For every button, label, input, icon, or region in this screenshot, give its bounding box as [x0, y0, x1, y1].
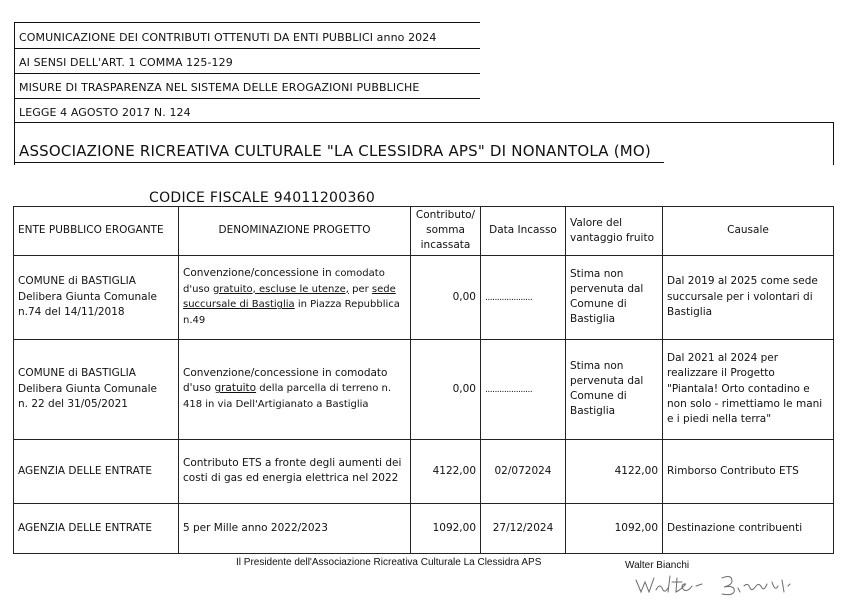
causale-cell: Dal 2021 al 2024 per realizzare il Progetto "Piantala! Orto contadino e non solo - rimettiamo le mani e i piedi nella terra" [663, 339, 834, 439]
column-header-progetto: DENOMINAZIONE PROGETTO [179, 207, 411, 256]
header-law-article: AI SENSI DELL'ART. 1 COMMA 125-129 [19, 56, 233, 69]
progetto-text: della parcella di terreno n. 418 in via Dell'Artigianato a Bastiglia [183, 383, 392, 410]
divider [14, 98, 480, 99]
ente-cell: AGENZIA DELLE ENTRATE [14, 439, 179, 503]
column-header-contributo [411, 207, 481, 256]
president-caption: Il Presidente dell'Associazione Ricreativa Culturale La Clessidra APS [236, 557, 542, 568]
ente-resolution-date: n. 22 del 31/05/2021 [18, 397, 128, 410]
data-placeholder: .................... [485, 292, 533, 303]
progetto-text: Convenzione/concessione in [183, 267, 332, 280]
progetto-cell [179, 255, 411, 339]
table-row [14, 439, 834, 503]
ente-resolution: Delibera Giunta Comunale [18, 382, 157, 395]
column-header-ente: ENTE PUBBLICO EROGANTE [14, 207, 179, 256]
causale-cell: Destinazione contribuenti [663, 503, 834, 553]
valore-cell: Stima non pervenuta dal Comune di Bastiglia [566, 339, 663, 439]
table-row [14, 503, 834, 553]
column-header-contributo-line: somma [426, 224, 465, 237]
progetto-text: per [348, 283, 372, 295]
column-header-contributo-line: Contributo/ [415, 209, 476, 221]
data-cell [481, 255, 566, 339]
column-header-causale: Causale [663, 207, 834, 256]
header-transparency: MISURE DI TRASPARENZA NEL SISTEMA DELLE EROGAZIONI PUBBLICHE [19, 81, 420, 94]
progetto-text-underlined: sede succursale di Bastiglia [183, 283, 396, 311]
signer-name: Walter Bianchi [625, 560, 690, 571]
progetto-text: Convenzione/concessione in comodato d'uso [183, 367, 388, 395]
data-placeholder: .................... [485, 384, 533, 395]
divider [14, 48, 480, 49]
table-row [14, 255, 834, 339]
progetto-cell: Contributo ETS a fronte degli aumenti dei costi di gas ed energia elettrica nel 2022 [179, 439, 411, 503]
progetto-cell: 5 per Mille anno 2022/2023 [179, 503, 411, 553]
valore-cell: 4122,00 [566, 439, 663, 503]
progetto-text-underlined: gratuito, escluse le utenze, [212, 283, 349, 295]
progetto-text: comodato d'uso [183, 268, 385, 295]
table-header-row [14, 207, 834, 256]
progetto-text: in Piazza Repubblica n.49 [183, 299, 400, 326]
fiscal-code: CODICE FISCALE 94011200360 [149, 190, 376, 206]
ente-cell: AGENZIA DELLE ENTRATE [14, 503, 179, 553]
ente-resolution-date: n.74 del 14/11/2018 [18, 305, 125, 318]
causale-cell: Rimborso Contributo ETS [663, 439, 834, 503]
header-title: COMUNICAZIONE DEI CONTRIBUTI OTTENUTI DA ENTI PUBBLICI anno 2024 [19, 31, 437, 44]
ente-resolution: Delibera Giunta Comunale [18, 290, 157, 303]
association-title: ASSOCIAZIONE RICREATIVA CULTURALE "LA CLESSIDRA APS" DI NONANTOLA (MO) [19, 142, 651, 160]
ente-name: COMUNE di BASTIGLIA [18, 367, 136, 380]
data-cell: 02/072024 [481, 439, 566, 503]
ente-cell [14, 339, 179, 439]
column-header-contributo-line: incassata [420, 239, 471, 252]
data-cell: 27/12/2024 [481, 503, 566, 553]
column-header-valore-line: Valore del [570, 216, 623, 229]
header-law: LEGGE 4 AGOSTO 2017 N. 124 [19, 106, 191, 119]
progetto-text-underlined: gratuito [214, 382, 257, 395]
contributo-cell: 4122,00 [411, 439, 481, 503]
column-header-valore [566, 207, 663, 256]
progetto-cell [179, 339, 411, 439]
contributions-table [13, 206, 834, 554]
contributo-cell: 0,00 [411, 255, 481, 339]
ente-name: COMUNE di BASTIGLIA [18, 275, 136, 288]
causale-cell: Dal 2019 al 2025 come sede succursale per i volontari di Bastiglia [663, 255, 834, 339]
contributo-cell: 1092,00 [411, 503, 481, 553]
handwritten-signature [632, 572, 812, 598]
ente-cell [14, 255, 179, 339]
data-cell [481, 339, 566, 439]
valore-cell: 1092,00 [566, 503, 663, 553]
divider [14, 73, 480, 74]
contributo-cell: 0,00 [411, 339, 481, 439]
column-header-valore-line: vantaggio fruito [570, 231, 654, 244]
column-header-data: Data Incasso [481, 207, 566, 256]
association-underline [14, 162, 664, 163]
valore-cell: Stima non pervenuta dal Comune di Bastiglia [566, 255, 663, 339]
table-row [14, 339, 834, 439]
